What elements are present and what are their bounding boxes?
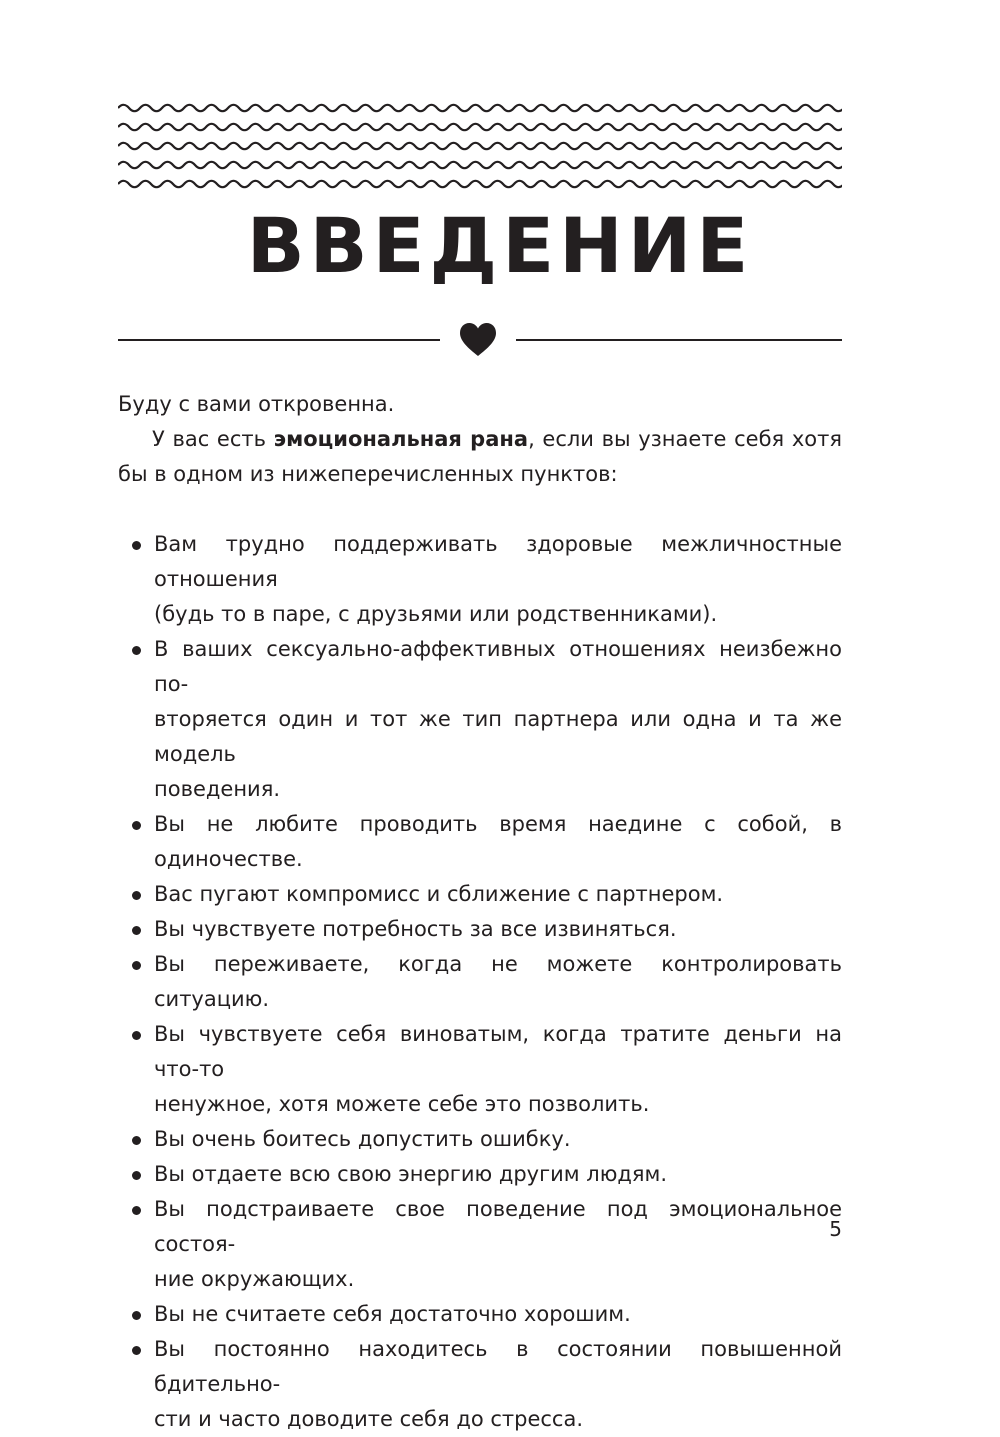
wave-line	[118, 162, 842, 168]
list-item	[118, 807, 842, 877]
intro-text-suffix: , если вы узнаете себя хотя бы в одном из нижеперечисленных пунктов:	[118, 427, 842, 486]
list-item-text: Вы чувствуете потребность за все извиняться.	[154, 917, 677, 941]
list-item	[118, 1192, 842, 1297]
divider-line-right	[516, 339, 842, 341]
bullet-icon	[132, 1346, 141, 1355]
list-item	[118, 1017, 842, 1122]
bullet-icon	[132, 1136, 141, 1145]
list-item	[118, 632, 842, 807]
list-item	[118, 1332, 842, 1437]
list-item	[118, 947, 842, 1017]
list-item-text: ние окружающих.	[154, 1267, 355, 1291]
list-item-text: Вы переживаете, когда не можете контролировать ситуацию.	[154, 952, 842, 1011]
bullet-icon	[132, 891, 141, 900]
list-item	[118, 877, 842, 912]
intro-paragraph-1: Буду с вами откровенна.	[118, 392, 395, 416]
chapter-title: ВВЕДЕНИЕ	[246, 201, 754, 290]
list-item	[118, 912, 842, 947]
bullet-icon	[132, 1206, 141, 1215]
list-item-text: Вас пугают компромисс и сближение с партнером.	[154, 882, 724, 906]
symptom-list	[118, 527, 842, 1437]
list-item	[118, 1297, 842, 1332]
heart-divider	[118, 320, 842, 360]
list-item-text: Вы очень боитесь допустить ошибку.	[154, 1127, 571, 1151]
list-item-text: Вам трудно поддерживать здоровые межличностные отношения	[154, 532, 842, 591]
list-item-text: Вы постоянно находитесь в состоянии повышенной бдительно-	[154, 1337, 842, 1396]
bullet-icon	[132, 926, 141, 935]
wave-line	[118, 124, 842, 130]
bullet-icon	[132, 961, 141, 970]
bullet-icon	[132, 1031, 141, 1040]
list-item	[118, 1122, 842, 1157]
heart-icon	[460, 323, 496, 357]
list-item-text: сти и часто доводите себя до стресса.	[154, 1407, 584, 1431]
wave-line	[118, 143, 842, 149]
bullet-icon	[132, 646, 141, 655]
list-item-text: Вы отдаете всю свою энергию другим людям.	[154, 1162, 668, 1186]
bullet-icon	[132, 541, 141, 550]
bullet-icon	[132, 1171, 141, 1180]
wavy-lines-icon	[118, 100, 842, 198]
bullet-icon	[132, 821, 141, 830]
intro-paragraph-2	[118, 422, 842, 492]
divider-line-left	[118, 339, 440, 341]
list-item-text: В ваших сексуально-аффективных отношениях неизбежно по-	[154, 637, 842, 696]
list-item	[118, 1157, 842, 1192]
list-item-text: Вы не считаете себя достаточно хорошим.	[154, 1302, 631, 1326]
list-item-text: Вы не любите проводить время наедине с собой, в одиночестве.	[154, 812, 842, 871]
list-item	[118, 527, 842, 632]
wave-line	[118, 181, 842, 187]
bullet-icon	[132, 1311, 141, 1320]
list-item-text: поведения.	[154, 777, 280, 801]
page-number: 5	[829, 1217, 842, 1241]
list-item-text: ненужное, хотя можете себе это позволить.	[154, 1092, 650, 1116]
list-item-text: (будь то в паре, с друзьями или родственниками).	[154, 602, 718, 626]
intro-text-prefix: У вас есть	[152, 427, 274, 451]
list-item-text: Вы подстраиваете свое поведение под эмоциональное состоя-	[154, 1197, 842, 1256]
list-item-text: вторяется один и тот же тип партнера или одна и та же модель	[154, 707, 842, 766]
list-item-text: Вы чувствуете себя виноватым, когда тратите деньги на что-то	[154, 1022, 842, 1081]
emphasis-emotional-wound: эмоциональная рана	[273, 427, 529, 451]
wave-line	[118, 105, 842, 111]
